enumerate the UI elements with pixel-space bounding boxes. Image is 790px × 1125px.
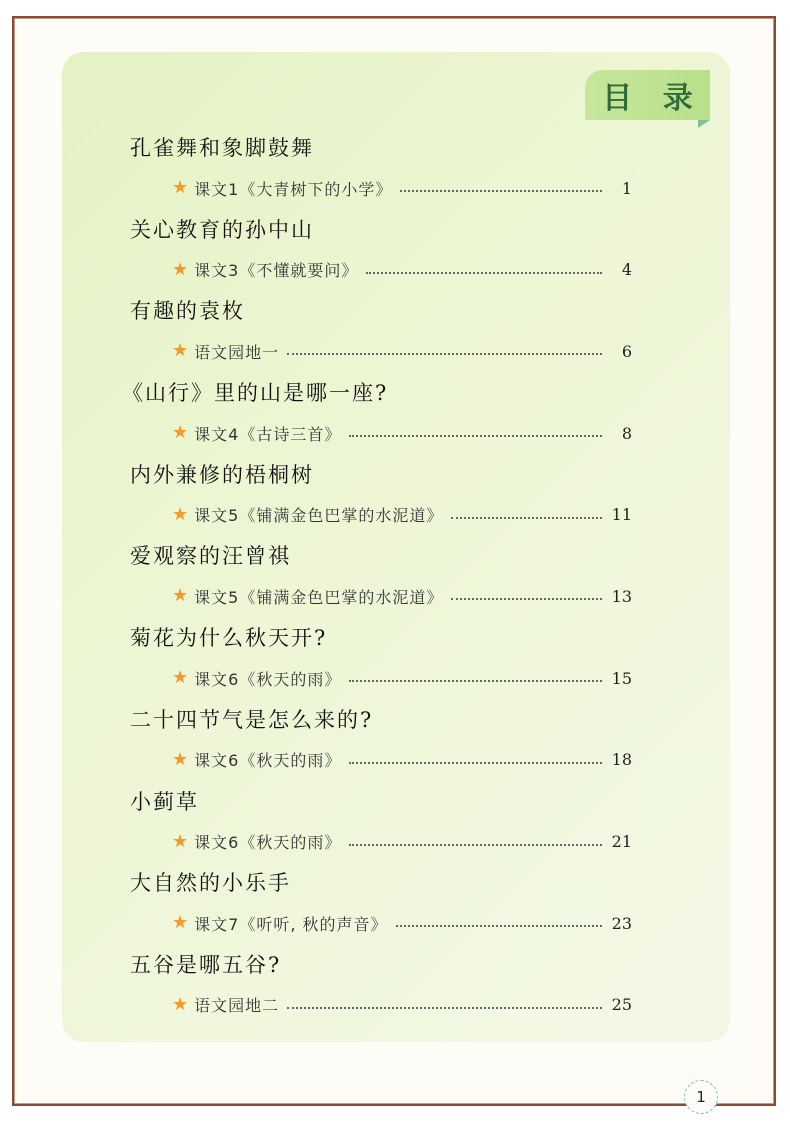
star-icon: ★ (172, 585, 189, 607)
tab-fold-decoration (698, 120, 710, 128)
toc-sub-label: 课文4《古诗三首》 (194, 424, 342, 444)
toc-entry[interactable] (130, 132, 630, 214)
star-icon: ★ (172, 177, 189, 198)
toc-heading: 五谷是哪五谷? (130, 952, 282, 977)
toc-page-number: 21 (611, 832, 632, 851)
toc-sub-line (172, 421, 632, 445)
toc-heading: 菊花为什么秋天开? (130, 626, 328, 651)
toc-sub-label: 课文5《铺满金色巴掌的水泥道》 (194, 506, 444, 526)
toc-heading: 关心教育的孙中山 (130, 217, 314, 242)
star-icon: ★ (172, 830, 189, 852)
toc-sub-line (172, 748, 632, 772)
toc-entry[interactable] (130, 867, 630, 949)
star-icon: ★ (172, 993, 189, 1015)
dot-leader (287, 1007, 602, 1009)
toc-heading: 二十四节气是怎么来的? (130, 707, 374, 732)
dot-leader (349, 680, 602, 682)
toc-sub-line (172, 911, 632, 935)
dot-leader (349, 762, 602, 764)
star-icon: ★ (172, 422, 189, 444)
toc-page-number: 8 (621, 423, 632, 443)
toc-title-tab (585, 70, 710, 120)
toc-sub-line (172, 830, 632, 854)
dot-leader (451, 598, 602, 600)
toc-heading: 孔雀舞和象脚鼓舞 (130, 136, 314, 160)
dot-leader (451, 517, 602, 519)
toc-sub-label: 课文5《铺满金色巴掌的水泥道》 (194, 587, 444, 607)
toc-page-number: 1 (621, 178, 632, 198)
toc-entry[interactable] (130, 704, 630, 786)
toc-sub-label: 语文园地一 (194, 342, 280, 362)
toc-sub-line (172, 666, 632, 690)
toc-page-number: 4 (621, 260, 632, 280)
dot-leader (396, 925, 603, 927)
star-icon: ★ (172, 503, 189, 525)
toc-list (122, 132, 632, 1031)
toc-heading: 内外兼修的梧桐树 (130, 462, 314, 487)
toc-sub-label: 课文1《大青树下的小学》 (194, 179, 393, 199)
toc-sub-line (172, 258, 632, 282)
toc-heading: 有趣的袁枚 (130, 299, 245, 324)
toc-title: 目 录 (602, 81, 703, 116)
star-icon: ★ (172, 340, 189, 362)
toc-entry[interactable] (130, 949, 630, 1031)
dot-leader (349, 844, 602, 846)
star-icon: ★ (172, 912, 189, 934)
toc-sub-line (172, 339, 632, 363)
toc-sub-line (172, 503, 632, 527)
toc-sub-line (172, 176, 632, 200)
toc-page-number: 6 (621, 341, 632, 361)
toc-page-number: 11 (611, 505, 632, 525)
toc-sub-line (172, 584, 632, 608)
toc-page-number: 15 (611, 668, 632, 688)
toc-entry[interactable] (130, 214, 630, 296)
dot-leader (287, 353, 602, 355)
toc-heading: 大自然的小乐手 (130, 871, 291, 896)
toc-sub-line (172, 993, 632, 1017)
toc-sub-label: 课文6《秋天的雨》 (194, 751, 342, 771)
toc-heading: 小蓟草 (130, 789, 199, 814)
toc-page-number: 23 (611, 913, 632, 933)
toc-page-number: 18 (611, 750, 632, 770)
toc-entry[interactable] (130, 786, 630, 868)
star-icon: ★ (172, 748, 189, 770)
toc-sub-label: 语文园地二 (194, 996, 280, 1016)
toc-sub-label: 课文3《不懂就要问》 (194, 261, 359, 281)
dot-leader (349, 435, 602, 437)
page-number: 1 (684, 1080, 718, 1114)
dot-leader (400, 190, 602, 192)
toc-entry[interactable] (130, 295, 630, 377)
toc-sub-label: 课文6《秋天的雨》 (194, 669, 342, 689)
toc-entry[interactable] (130, 459, 630, 541)
toc-sub-label: 课文7《听听, 秋的声音》 (194, 914, 388, 934)
dot-leader (366, 272, 602, 274)
toc-entry[interactable] (122, 377, 632, 459)
toc-page-number: 13 (611, 586, 632, 606)
toc-sub-label: 课文6《秋天的雨》 (194, 833, 342, 852)
toc-entry[interactable] (130, 622, 630, 704)
star-icon: ★ (172, 258, 189, 280)
toc-entry[interactable] (130, 540, 630, 622)
star-icon: ★ (172, 667, 189, 689)
toc-page-number: 25 (611, 995, 632, 1015)
toc-heading: 《山行》里的山是哪一座? (122, 381, 389, 406)
toc-heading: 爱观察的汪曾祺 (130, 544, 291, 569)
